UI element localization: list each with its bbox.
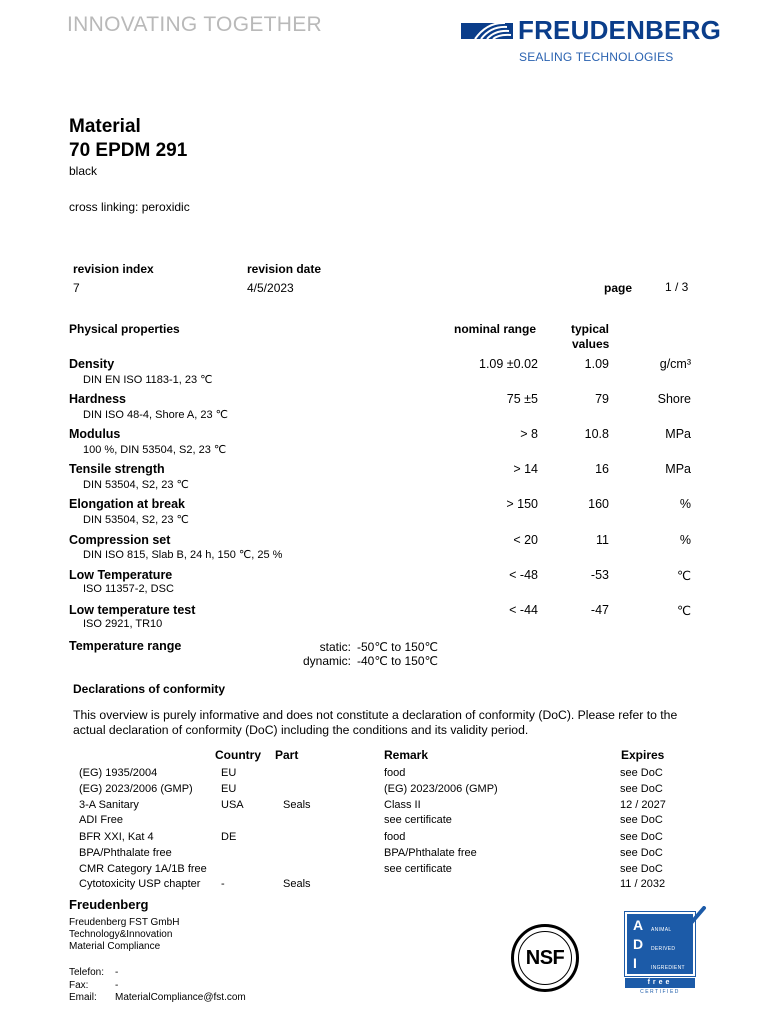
property-typical: -53 <box>590 568 609 582</box>
conformity-remark: Class II <box>384 799 421 811</box>
property-typical: 160 <box>588 497 609 511</box>
conformity-name: (EG) 1935/2004 <box>79 767 158 779</box>
property-typical: 11 <box>596 533 609 547</box>
property-method: DIN 53504, S2, 23 ℃ <box>83 514 189 526</box>
conformity-remark: BPA/Phthalate free <box>384 847 477 859</box>
property-unit: g/cm³ <box>659 357 691 371</box>
material-name: 70 EPDM 291 <box>69 140 188 161</box>
property-method: DIN ISO 48-4, Shore A, 23 ℃ <box>83 409 229 421</box>
footer-team-line: Material Compliance <box>69 941 161 952</box>
conformity-country: EU <box>221 783 237 795</box>
footer-address <box>69 917 179 953</box>
property-name: Modulus <box>69 427 121 441</box>
property-name: Tensile strength <box>69 462 165 476</box>
fax-label: Fax: <box>69 979 89 991</box>
property-typical: 79 <box>595 392 609 406</box>
property-typical: 10.8 <box>584 427 609 441</box>
property-unit: MPa <box>665 427 691 441</box>
adi-word: ANIMAL <box>651 927 672 933</box>
nsf-logo-text: NSF <box>518 931 572 985</box>
typical-values-header-1: typical <box>571 322 610 336</box>
physical-properties-heading: Physical properties <box>69 322 180 336</box>
conformity-name: CMR Category 1A/1B free <box>79 863 207 875</box>
conformity-name: Cytotoxicity USP chapter <box>79 878 201 890</box>
remark-header: Remark <box>384 748 429 762</box>
property-nominal: < -48 <box>509 568 538 582</box>
property-nominal: 75 ±5 <box>506 392 538 406</box>
adi-letter: D <box>633 936 644 952</box>
footer-contact-labels <box>69 967 104 1005</box>
conformity-expires: see DoC <box>620 814 663 826</box>
conformity-name: ADI Free <box>79 814 124 826</box>
property-nominal: < -44 <box>509 603 538 617</box>
property-name: Elongation at break <box>69 497 185 511</box>
conformity-remark: food <box>384 831 406 843</box>
typical-values-header-2: values <box>572 337 610 351</box>
property-nominal: 1.09 ±0.02 <box>479 357 538 371</box>
property-nominal: > 8 <box>520 427 538 441</box>
property-method: 100 %, DIN 53504, S2, 23 ℃ <box>83 444 227 456</box>
revision-date-label: revision date <box>247 262 322 276</box>
property-method: DIN 53504, S2, 23 ℃ <box>83 479 189 491</box>
footer-company-heading: Freudenberg <box>69 897 149 912</box>
property-nominal: > 14 <box>513 462 538 476</box>
telefon-value: - <box>115 967 119 978</box>
telefon-label: Telefon: <box>69 967 105 978</box>
material-label: Material <box>69 116 141 137</box>
page-label: page <box>604 281 633 295</box>
conformity-expires: see DoC <box>620 767 663 779</box>
cross-linking: cross linking: peroxidic <box>69 200 190 214</box>
brand-subtitle: SEALING TECHNOLOGIES <box>519 50 674 64</box>
property-unit: MPa <box>665 462 691 476</box>
property-name: Low temperature test <box>69 603 196 617</box>
conformity-country: - <box>221 878 225 890</box>
email-label: Email: <box>69 992 97 1003</box>
adi-word: DERIVED <box>651 946 676 952</box>
property-unit: % <box>679 497 691 511</box>
adi-free-text: free <box>625 978 695 988</box>
property-name: Density <box>69 357 115 371</box>
conformity-expires: see DoC <box>620 863 663 875</box>
property-name: Low Temperature <box>69 568 173 582</box>
temperature-range-label: Temperature range <box>69 639 182 653</box>
property-typical: 1.09 <box>584 357 609 371</box>
revision-date-value: 4/5/2023 <box>247 281 294 295</box>
brand-name: FREUDENBERG <box>518 15 721 45</box>
property-method: ISO 2921, TR10 <box>83 618 163 630</box>
fax-value: - <box>115 979 119 991</box>
adi-word: INGREDIENT <box>651 965 685 971</box>
property-nominal: < 20 <box>513 533 538 547</box>
expires-header: Expires <box>621 748 665 762</box>
property-method: DIN EN ISO 1183-1, 23 ℃ <box>83 374 213 386</box>
property-name: Compression set <box>69 533 171 547</box>
property-method: DIN ISO 815, Slab B, 24 h, 150 ℃, 25 % <box>83 549 283 561</box>
dynamic-label: dynamic: <box>302 654 351 668</box>
conformity-remark: food <box>384 767 406 779</box>
footer-department-line: Technology&Innovation <box>69 929 173 940</box>
footer-contact-values <box>115 967 246 1005</box>
tagline: INNOVATING TOGETHER <box>67 13 323 36</box>
check-icon <box>673 906 707 934</box>
country-header: Country <box>215 748 261 762</box>
conformity-expires: see DoC <box>620 831 663 843</box>
property-unit: ℃ <box>676 569 691 583</box>
property-unit: % <box>679 533 691 547</box>
conformity-expires: 11 / 2032 <box>620 878 666 890</box>
email-value[interactable]: MaterialCompliance@fst.com <box>115 992 246 1003</box>
property-unit: ℃ <box>676 604 691 618</box>
revision-index-value: 7 <box>73 281 80 295</box>
conformity-country: DE <box>221 831 237 843</box>
page-value: 1 / 3 <box>665 280 689 294</box>
conformity-remark: see certificate <box>384 863 452 875</box>
revision-index-label: revision index <box>73 262 154 276</box>
nominal-range-header: nominal range <box>454 322 537 336</box>
property-method: ISO 11357-2, DSC <box>83 583 174 595</box>
freudenberg-logo-mark <box>461 20 513 42</box>
adi-letter: I <box>633 955 637 971</box>
conformity-country: USA <box>221 799 244 811</box>
property-nominal: > 150 <box>506 497 538 511</box>
material-color: black <box>69 164 98 178</box>
conformity-expires: 12 / 2027 <box>620 799 666 811</box>
conformity-name: (EG) 2023/2006 (GMP) <box>79 783 193 795</box>
conformity-expires: see DoC <box>620 783 663 795</box>
conformity-part: Seals <box>283 799 311 811</box>
conformity-heading: Declarations of conformity <box>73 682 226 696</box>
footer-company-line: Freudenberg FST GmbH <box>69 917 180 928</box>
dynamic-value: -40℃ to 150℃ <box>357 654 438 668</box>
conformity-remark: (EG) 2023/2006 (GMP) <box>384 783 498 795</box>
adi-free-badge <box>625 906 705 996</box>
static-label: static: <box>319 640 351 654</box>
property-typical: 16 <box>595 462 609 476</box>
nsf-logo <box>511 924 579 992</box>
adi-letter: A <box>633 917 644 933</box>
part-header: Part <box>275 748 299 762</box>
property-unit: Shore <box>657 392 691 406</box>
conformity-name: BPA/Phthalate free <box>79 847 172 859</box>
conformity-name: BFR XXI, Kat 4 <box>79 831 154 843</box>
conformity-country: EU <box>221 767 237 779</box>
static-value: -50℃ to 150℃ <box>357 640 438 654</box>
conformity-disclaimer: This overview is purely informative and does not constitute a declaration of conformity (DoC). Please refer to the actual declaration of conformity (DoC) including the conditions and its validity period. <box>73 708 678 737</box>
property-typical: -47 <box>590 603 609 617</box>
conformity-part: Seals <box>283 878 311 890</box>
conformity-name: 3-A Sanitary <box>79 799 139 811</box>
conformity-expires: see DoC <box>620 847 663 859</box>
adi-certified-text: CERTIFIED <box>640 989 680 995</box>
property-name: Hardness <box>69 392 126 406</box>
conformity-remark: see certificate <box>384 814 452 826</box>
